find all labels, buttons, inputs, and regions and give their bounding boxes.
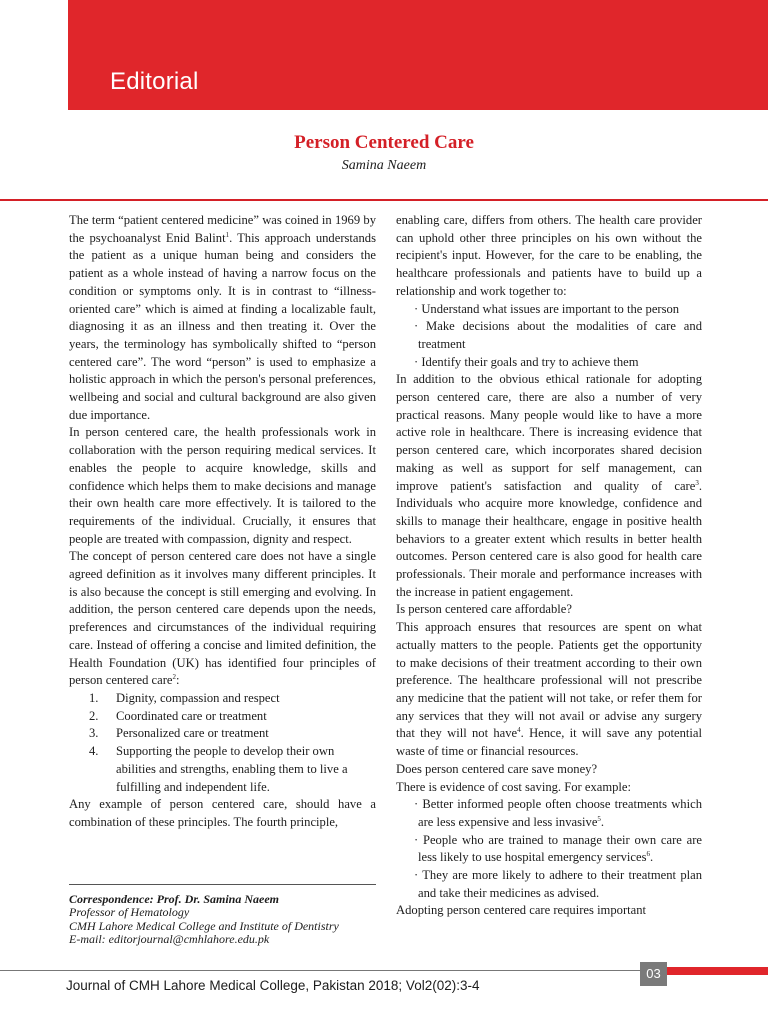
reference-marker: 3 <box>695 478 699 487</box>
list-item <box>69 690 376 708</box>
paragraph <box>69 212 376 424</box>
article-title: Person Centered Care <box>294 132 474 153</box>
text: . This approach understands the patient as a unique human being and considers the patient as a whole instead of having a narrow focus on the condition or symptoms only. It is in contrast to “illness-oriented care” which is aimed at finding a localizable fault, diagnosing it as an illness and then treating it. Over the years, the terminology has symbolically shifted to “person centered care”. The word “person” is used to emphasize a holistic approach in which the person's personal preferences, wellbeing and social and cultural background are also given due importance. <box>69 230 376 422</box>
reference-marker: 2 <box>172 673 176 682</box>
text: : <box>175 673 180 688</box>
header-divider <box>0 199 768 201</box>
text: In addition to the obvious ethical rationale for adopting person centered care, there are also a number of very practical reasons. Many people would like to have a more active role in healthcare. There is increasing evidence that person centered care, which incorporates shared decision making as well as support for self management, can improve patient's satisfaction and quality of care <box>396 372 702 493</box>
paragraph <box>396 371 702 601</box>
list-item <box>396 796 702 831</box>
cost-saving-list <box>396 796 702 902</box>
text: · They are more likely to adhere to their treatment plan and take their medicines as advised. <box>414 868 702 900</box>
text: The concept of person centered care does not have a single agreed definition as it involves many different principles. It is also because the concept is still emerging and evolving. In addition, the person centered care depends upon the needs, preferences and circumstances of the individual requiring care. Instead of offering a concise and limited definition, the Health Foundation (UK) has identified four principles of person centered care <box>69 549 376 688</box>
paragraph: There is evidence of cost saving. For example: <box>396 779 632 794</box>
paragraph: Adopting person centered care requires important <box>396 903 647 918</box>
paragraph <box>396 619 702 761</box>
list-text: Personalized care or treatment <box>116 726 269 741</box>
list-item: · Identify their goals and try to achieve them <box>414 354 639 369</box>
list-item <box>69 725 376 743</box>
list-item: · Understand what issues are important to the person <box>414 301 680 316</box>
reference-marker: 5 <box>597 814 601 823</box>
section-label: Editorial <box>110 68 199 95</box>
goals-list <box>396 301 702 372</box>
text: . Individuals who acquire more knowledge, confidence and skills to manage their healthcare, engage in positive health behaviors to a greater extent which results in better health outcomes. Person centered care is also good for health care professionals. Their morale and performance increases with the increase in patient engagement. <box>396 478 702 599</box>
footnote-divider <box>69 884 376 885</box>
text: This approach ensures that resources are spent on what actually matters to the people. Patients get the opportunity to make decisions of their treatment according to their own preference. The healthcare professional will not prescribe any medicine that the patient will not take, or refer them for any services that they will not avail or advise any surgery that they will not have <box>396 620 702 741</box>
list-number: 2. <box>89 708 99 723</box>
footer-accent-bar <box>667 967 768 975</box>
correspondence-line: CMH Lahore Medical College and Institute of Dentistry <box>69 918 339 933</box>
list-number: 1. <box>89 690 99 705</box>
list-text: Supporting the people to develop their own abilities and strengths, enabling them to live a fulfilling and independent life. <box>116 744 348 794</box>
left-column <box>69 212 376 832</box>
right-column <box>396 212 702 920</box>
paragraph <box>69 548 376 690</box>
footer-divider <box>0 970 640 971</box>
paragraph: Any example of person centered care, should have a combination of these principles. The fourth principle, <box>69 797 376 829</box>
correspondence-block <box>69 893 389 947</box>
text: The term “patient centered medicine” was coined in 1969 by the psychoanalyst Enid Balint <box>69 213 376 245</box>
article-author: Samina Naeem <box>341 158 427 173</box>
editorial-banner <box>68 0 768 110</box>
list-number: 3. <box>89 726 99 741</box>
subheading: Does person centered care save money? <box>396 761 598 776</box>
reference-marker: 4 <box>517 726 521 735</box>
reference-marker: 1 <box>225 230 230 239</box>
list-number: 4. <box>89 744 99 759</box>
text: · Better informed people often choose treatments which are less expensive and less invasive <box>414 797 702 829</box>
correspondence-email: E-mail: editorjournal@cmhlahore.edu.pk <box>69 932 270 947</box>
principles-list <box>69 690 376 796</box>
page-number: 03 <box>640 962 667 986</box>
reference-marker: 6 <box>646 850 650 859</box>
list-item: · Make decisions about the modalities of care and treatment <box>414 319 702 351</box>
journal-citation: Journal of CMH Lahore Medical College, Pakistan 2018; Vol2(02):3-4 <box>66 978 480 993</box>
correspondence-heading: Correspondence: Prof. Dr. Samina Naeem <box>69 892 279 906</box>
subheading: Is person centered care affordable? <box>396 602 572 617</box>
list-text: Coordinated care or treatment <box>116 708 267 723</box>
list-item <box>396 867 702 902</box>
correspondence-line: Professor of Hematology <box>69 905 190 920</box>
text: . <box>650 850 654 865</box>
paragraph: In person centered care, the health professionals work in collaboration with the person requiring medical services. It enables the people to acquire knowledge, skills and confidence which helps them to make decisions and manage their own health care more effectively. It is tailored to the requirements of the individual. Crucially, it ensures that people are treated with compassion, dignity and respect. <box>69 425 376 546</box>
text: · People who are trained to manage their own care are less likely to use hospital emergency services <box>414 832 702 865</box>
list-item <box>69 708 376 726</box>
list-item <box>396 832 702 867</box>
paragraph: enabling care, differs from others. The health care provider can uphold other three principles on his own without the recipient's input. However, for the care to be enabling, the healthcare professionals and patients have to build up a relationship and work together to: <box>396 213 702 298</box>
text: . <box>600 814 605 829</box>
text: . Hence, it will save any potential waste of time or financial resources. <box>396 726 702 759</box>
list-item <box>69 743 376 796</box>
list-text: Dignity, compassion and respect <box>116 690 280 705</box>
